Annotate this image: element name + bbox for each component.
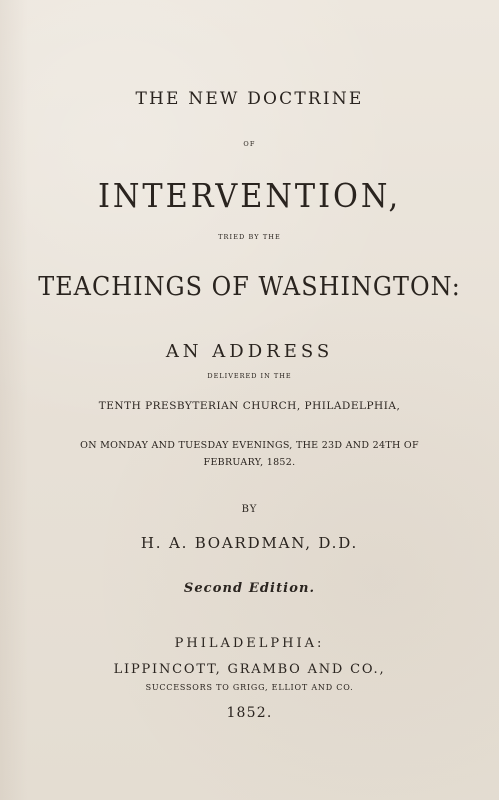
title-connector-1: OF <box>243 140 256 148</box>
author-name: H. A. BOARDMAN, D.D. <box>140 534 359 552</box>
publisher-successors: SUCCESSORS TO GRIGG, ELLIOT AND CO. <box>145 683 354 692</box>
publication-year: 1852. <box>226 705 273 721</box>
date-line-1: ON MONDAY AND TUESDAY EVENINGS, THE 23D AND 24TH OF <box>80 440 419 451</box>
subtitle: AN ADDRESS <box>165 341 334 362</box>
title-line-1: THE NEW DOCTRINE <box>135 89 364 109</box>
location-line: TENTH PRESBYTERIAN CHURCH, PHILADELPHIA, <box>98 400 401 412</box>
edition-label: Second Edition. <box>183 581 316 596</box>
date-line-2: FEBRUARY, 1852. <box>203 457 296 468</box>
title-line-2: INTERVENTION, <box>97 176 402 215</box>
subtitle-connector: DELIVERED IN THE <box>207 372 292 380</box>
spine-shadow <box>0 0 28 800</box>
publisher-name: LIPPINCOTT, GRAMBO AND CO., <box>113 662 386 677</box>
title-connector-2: TRIED BY THE <box>218 233 281 241</box>
title-line-3: TEACHINGS OF WASHINGTON: <box>38 272 461 302</box>
publication-city: PHILADELPHIA: <box>174 636 325 651</box>
by-label: BY <box>241 504 258 515</box>
